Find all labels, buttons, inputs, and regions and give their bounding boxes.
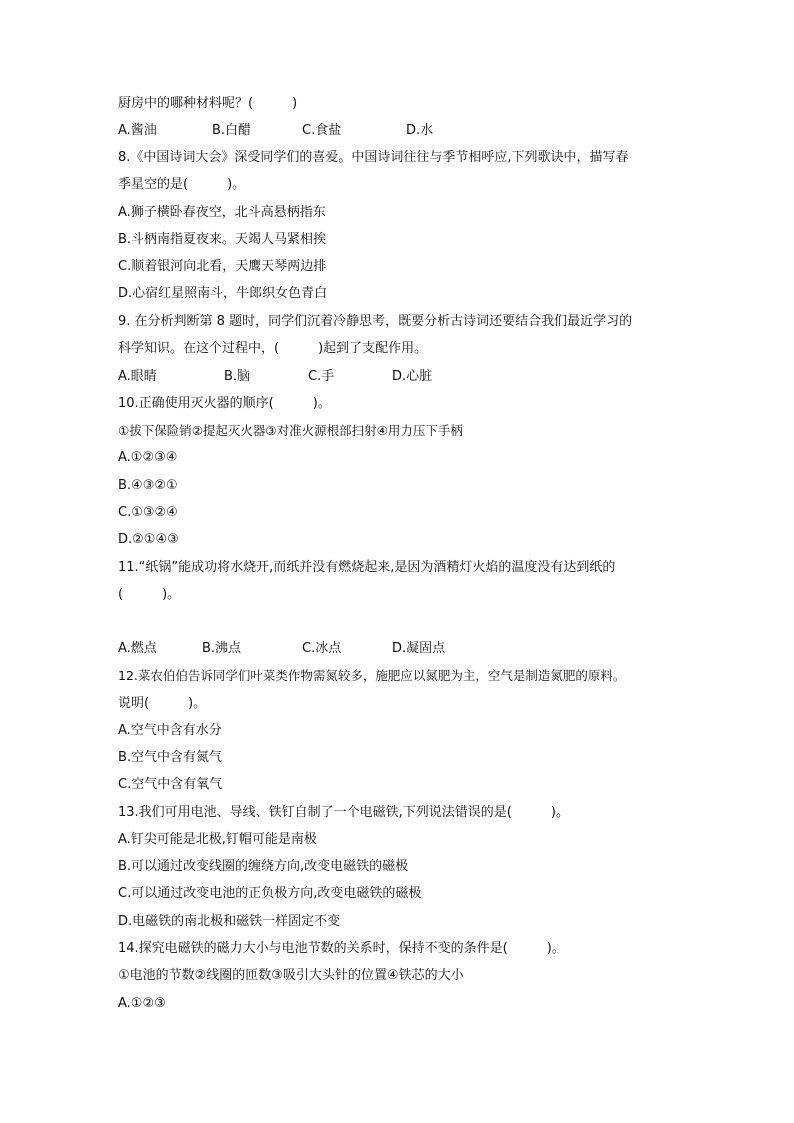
q9-option-d: D.心脏 [392,369,433,384]
q13-option-a: A.钉尖可能是北极,钉帽可能是南极 [118,832,317,847]
q12-option-c: C.空气中含有氧气 [118,777,223,792]
q12-text-line2: 说明( )。 [118,696,207,711]
q10-steps: ①拔下保险销②提起灭火器③对准火源根部扫射④用力压下手柄 [118,423,463,438]
q14-option-a: A.①②③ [118,996,166,1011]
q13-option-b: B.可以通过改变线圈的缠绕方向,改变电磁铁的磁极 [118,859,409,874]
q7-option-b: B.白醋 [212,123,252,138]
q10-option-d: D.②①④③ [118,532,179,547]
q7-option-c: C.食盐 [302,123,342,138]
q8-option-c: C.顺着银河向北看，天鹰天琴两边排 [118,259,327,274]
q9-option-a: A.眼睛 [118,369,157,384]
q10-option-c: C.①③②④ [118,505,178,520]
q11-text-line2: ( )。 [118,587,181,602]
q7-option-d: D.水 [406,123,434,138]
q11-option-a: A.燃点 [118,641,157,656]
q10-option-a: A.①②③④ [118,450,178,465]
q14-text: 14.探究电磁铁的磁力大小与电池节数的关系时，保持不变的条件是( )。 [118,941,565,956]
q9-text-line1: 9. 在分析判断第 8 题时，同学们沉着冷静思考，既要分析古诗词还要结合我们最近学习的 [118,314,633,329]
q11-option-b: B.沸点 [202,641,242,656]
q11-option-c: C.冰点 [302,641,342,656]
q13-option-d: D.电磁铁的南北极和磁铁一样固定不变 [118,914,341,929]
q8-option-d: D.心宿红星照南斗，牛郎织女色青白 [118,286,328,301]
q9-option-b: B.脑 [224,369,251,384]
q10-text: 10.正确使用灭火器的顺序( )。 [118,396,331,411]
q13-text: 13.我们可用电池、导线、铁钉自制了一个电磁铁,下列说法错误的是( )。 [118,805,569,820]
q8-text-line1: 8.《中国诗词大会》深受同学们的喜爱。中国诗词往往与季节相呼应,下列歌诀中，描写春 [118,150,629,165]
q12-option-a: A.空气中含有水分 [118,723,222,738]
q7-option-a: A.酱油 [118,123,157,138]
q10-option-b: B.④③②① [118,478,178,493]
q9-text-line2: 科学知识。在这个过程中，( )起到了支配作用。 [118,341,428,356]
q13-option-c: C.可以通过改变电池的正负极方向,改变电磁铁的磁极 [118,886,422,901]
q9-option-c: C.手 [308,369,335,384]
q8-option-b: B.斗柄南指夏夜来。天竭人马紧相挨 [118,232,327,247]
q12-option-b: B.空气中含有氮气 [118,750,223,765]
q11-text-line1: 11.“纸锅”能成功将水烧开,而纸并没有燃烧起来,是因为酒精灯火焰的温度没有达到纸的 [118,560,616,575]
q11-option-d: D.凝固点 [392,641,446,656]
q14-steps: ①电池的节数②线圈的匝数③吸引大头针的位置④铁芯的大小 [118,968,464,983]
q7-text-tail: 厨房中的哪种材料呢？( ) [118,96,298,111]
q8-option-a: A.狮子横卧春夜空，北斗高悬柄指东 [118,205,326,220]
q12-text-line1: 12.菜农伯伯告诉同学们叶菜类作物需氮较多，施肥应以氮肥为主，空气是制造氮肥的原料。 [118,668,626,683]
q8-text-line2: 季星空的是( )。 [118,177,246,192]
